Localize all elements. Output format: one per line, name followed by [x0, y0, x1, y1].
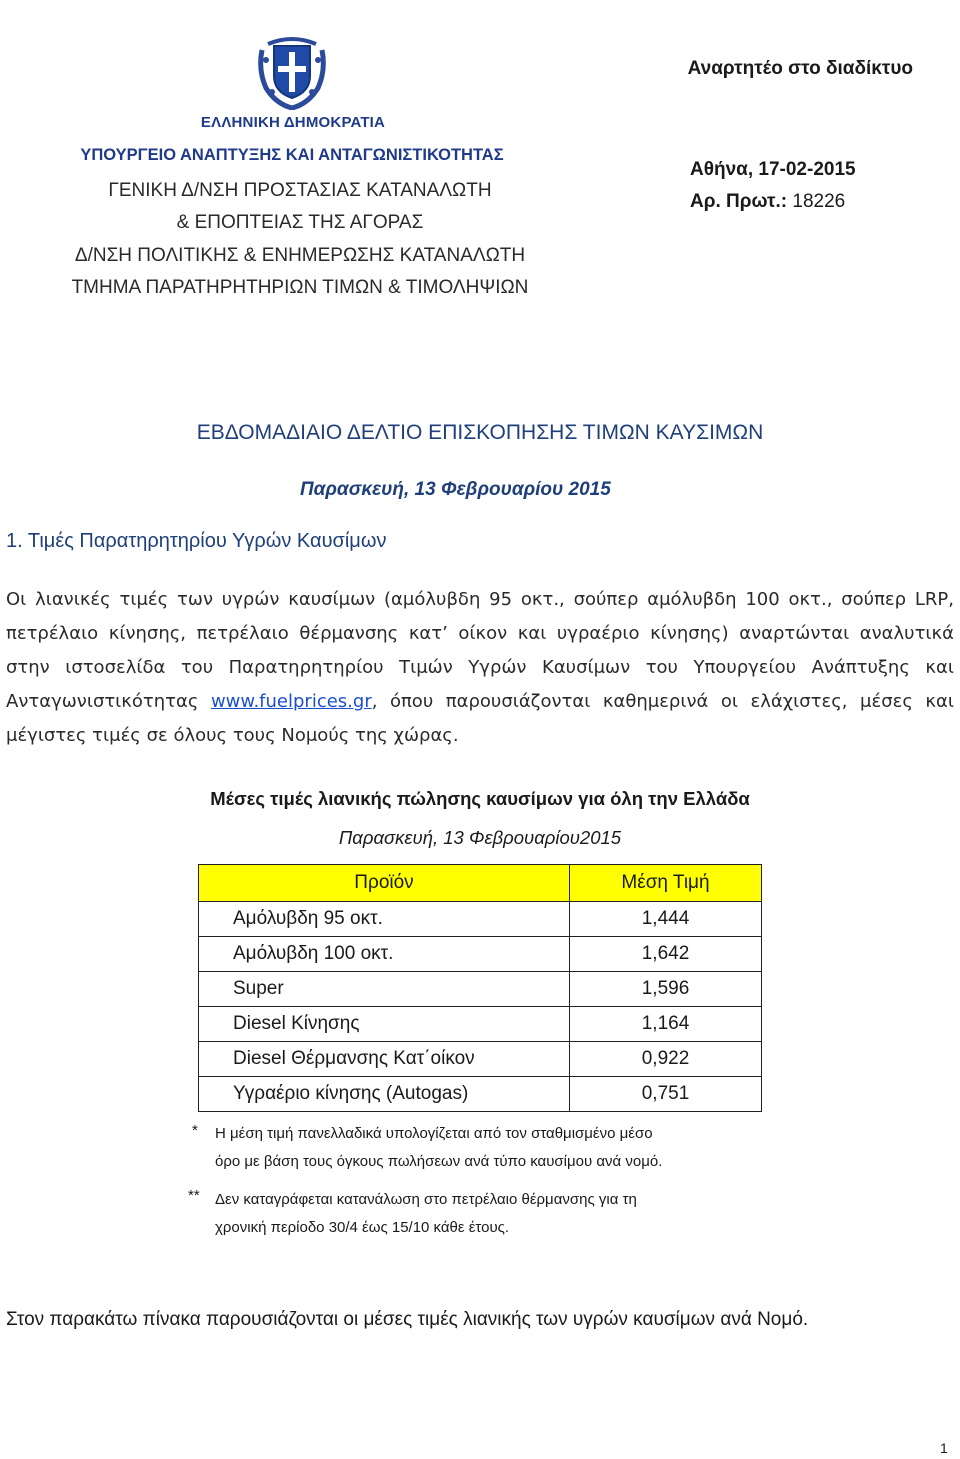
- bulletin-date: Παρασκευή, 13 Φεβρουαρίου 2015: [300, 479, 611, 500]
- price-cell: 1,642: [570, 937, 762, 972]
- protocol-number: [690, 191, 845, 213]
- republic-title: ΕΛΛΗΝΙΚΗ ΔΗΜΟΚΡΑΤΙΑ: [200, 114, 386, 131]
- header-product: Προϊόν: [199, 865, 570, 902]
- product-cell: Υγραέριο κίνησης (Autogas): [199, 1077, 570, 1112]
- table-row: [199, 972, 762, 1007]
- table-header-row: [199, 865, 762, 902]
- product-cell: Αμόλυβδη 100 οκτ.: [199, 937, 570, 972]
- section-heading: 1. Τιμές Παρατηρητηρίου Υγρών Καυσίμων: [6, 530, 387, 552]
- product-cell: Diesel Κίνησης: [199, 1007, 570, 1042]
- price-cell: 0,922: [570, 1042, 762, 1077]
- paragraph-text-end: , όπου παρουσιάζονται καθημερινά οι ελάχιστες, μέσες και μέγιστες τιμές σε όλους τους Νομούς της χώρας.: [6, 691, 954, 746]
- table-row: [199, 1007, 762, 1042]
- page-number: 1: [940, 1440, 948, 1456]
- price-cell: 1,596: [570, 972, 762, 1007]
- ministry-title: ΥΠΟΥΡΓΕΙΟ ΑΝΑΠΤΥΞΗΣ ΚΑΙ ΑΝΤΑΓΩΝΙΣΤΙΚΟΤΗΤΑΣ: [80, 146, 504, 164]
- fuelprices-link[interactable]: www.fuelprices.gr: [210, 691, 372, 712]
- table-row: [199, 902, 762, 937]
- footnote-line: όρο με βάση τους όγκους πωλήσεων ανά τύπο καυσίμου ανά νομό.: [215, 1153, 663, 1170]
- product-cell: Αμόλυβδη 95 οκτ.: [199, 902, 570, 937]
- table-row: [199, 937, 762, 972]
- price-cell: 1,164: [570, 1007, 762, 1042]
- footnote: [215, 1186, 637, 1242]
- product-cell: Diesel Θέρμανσης Κατ΄οίκον: [199, 1042, 570, 1077]
- department-line: ΓΕΝΙΚΗ Δ/ΝΣΗ ΠΡΟΣΤΑΣΙΑΣ ΚΑΤΑΝΑΛΩΤΗ: [108, 180, 492, 201]
- table-row: [199, 1077, 762, 1112]
- closing-sentence: Στον παρακάτω πίνακα παρουσιάζονται οι μέσες τιμές λιανικής των υγρών καυσίμων ανά Νομό.: [6, 1309, 809, 1330]
- footnote-line: Δεν καταγράφεται κατανάλωση στο πετρέλαιο θέρμανσης για τη: [215, 1191, 637, 1208]
- bulletin-title: ΕΒΔΟΜΑΔΙΑΙΟ ΔΕΛΤΙΟ ΕΠΙΣΚΟΠΗΣΗΣ ΤΙΜΩΝ ΚΑΥΣΙΜΩΝ: [196, 421, 764, 444]
- protocol-label: Αρ. Πρωτ.:: [690, 191, 788, 212]
- price-cell: 1,444: [570, 902, 762, 937]
- price-cell: 0,751: [570, 1077, 762, 1112]
- table-date: Παρασκευή, 13 Φεβρουαρίου2015: [338, 827, 622, 848]
- footnote-marker: *: [192, 1122, 198, 1139]
- postable-notice: Αναρτητέο στο διαδίκτυο: [687, 58, 913, 79]
- department-line: ΤΜΗΜΑ ΠΑΡΑΤΗΡΗΤΗΡΙΩΝ ΤΙΜΩΝ & ΤΙΜΟΛΗΨΙΩΝ: [71, 277, 529, 298]
- footnote-line: χρονική περίοδο 30/4 έως 15/10 κάθε έτους.: [215, 1219, 510, 1236]
- header-price: Μέση Τιμή: [570, 865, 762, 902]
- product-cell: Super: [199, 972, 570, 1007]
- department-line: & ΕΠΟΠΤΕΙΑΣ ΤΗΣ ΑΓΟΡΑΣ: [176, 212, 424, 233]
- footnote: [215, 1120, 662, 1176]
- paragraph-text: Οι λιανικές τιμές των υγρών καυσίμων (αμόλυβδη 95 οκτ., σούπερ αμόλυβδη 100 οκτ., σούπερ LRP, πετρέλαιο κίνησης, πετρέλαιο θέρμανσης κατ’ οίκον και υγραέριο κίνησης) αναρτώνται αναλυτικά στην ιστοσελίδα του Παρατηρητηρίου Τιμών Υγρών Καυσίμων του Υπουργείου Ανάπτυξης και Ανταγωνιστικότητας: [6, 589, 954, 712]
- price-table: [198, 864, 762, 1112]
- department-line: Δ/ΝΣΗ ΠΟΛΙΤΙΚΗΣ & ΕΝΗΜΕΡΩΣΗΣ ΚΑΤΑΝΑΛΩΤΗ: [74, 245, 526, 266]
- footnote-line: Η μέση τιμή πανελλαδικά υπολογίζεται από τον σταθμισμένο μέσο: [215, 1125, 653, 1142]
- footnote-marker: **: [188, 1187, 200, 1204]
- protocol-value: 18226: [787, 191, 846, 212]
- table-row: [199, 1042, 762, 1077]
- table-title: Μέσες τιμές λιανικής πώλησης καυσίμων για όλη την Ελλάδα: [210, 788, 750, 809]
- intro-paragraph: [6, 583, 954, 753]
- greek-coat-of-arms-icon: [254, 30, 330, 110]
- document-date: Αθήνα, 17-02-2015: [690, 159, 856, 180]
